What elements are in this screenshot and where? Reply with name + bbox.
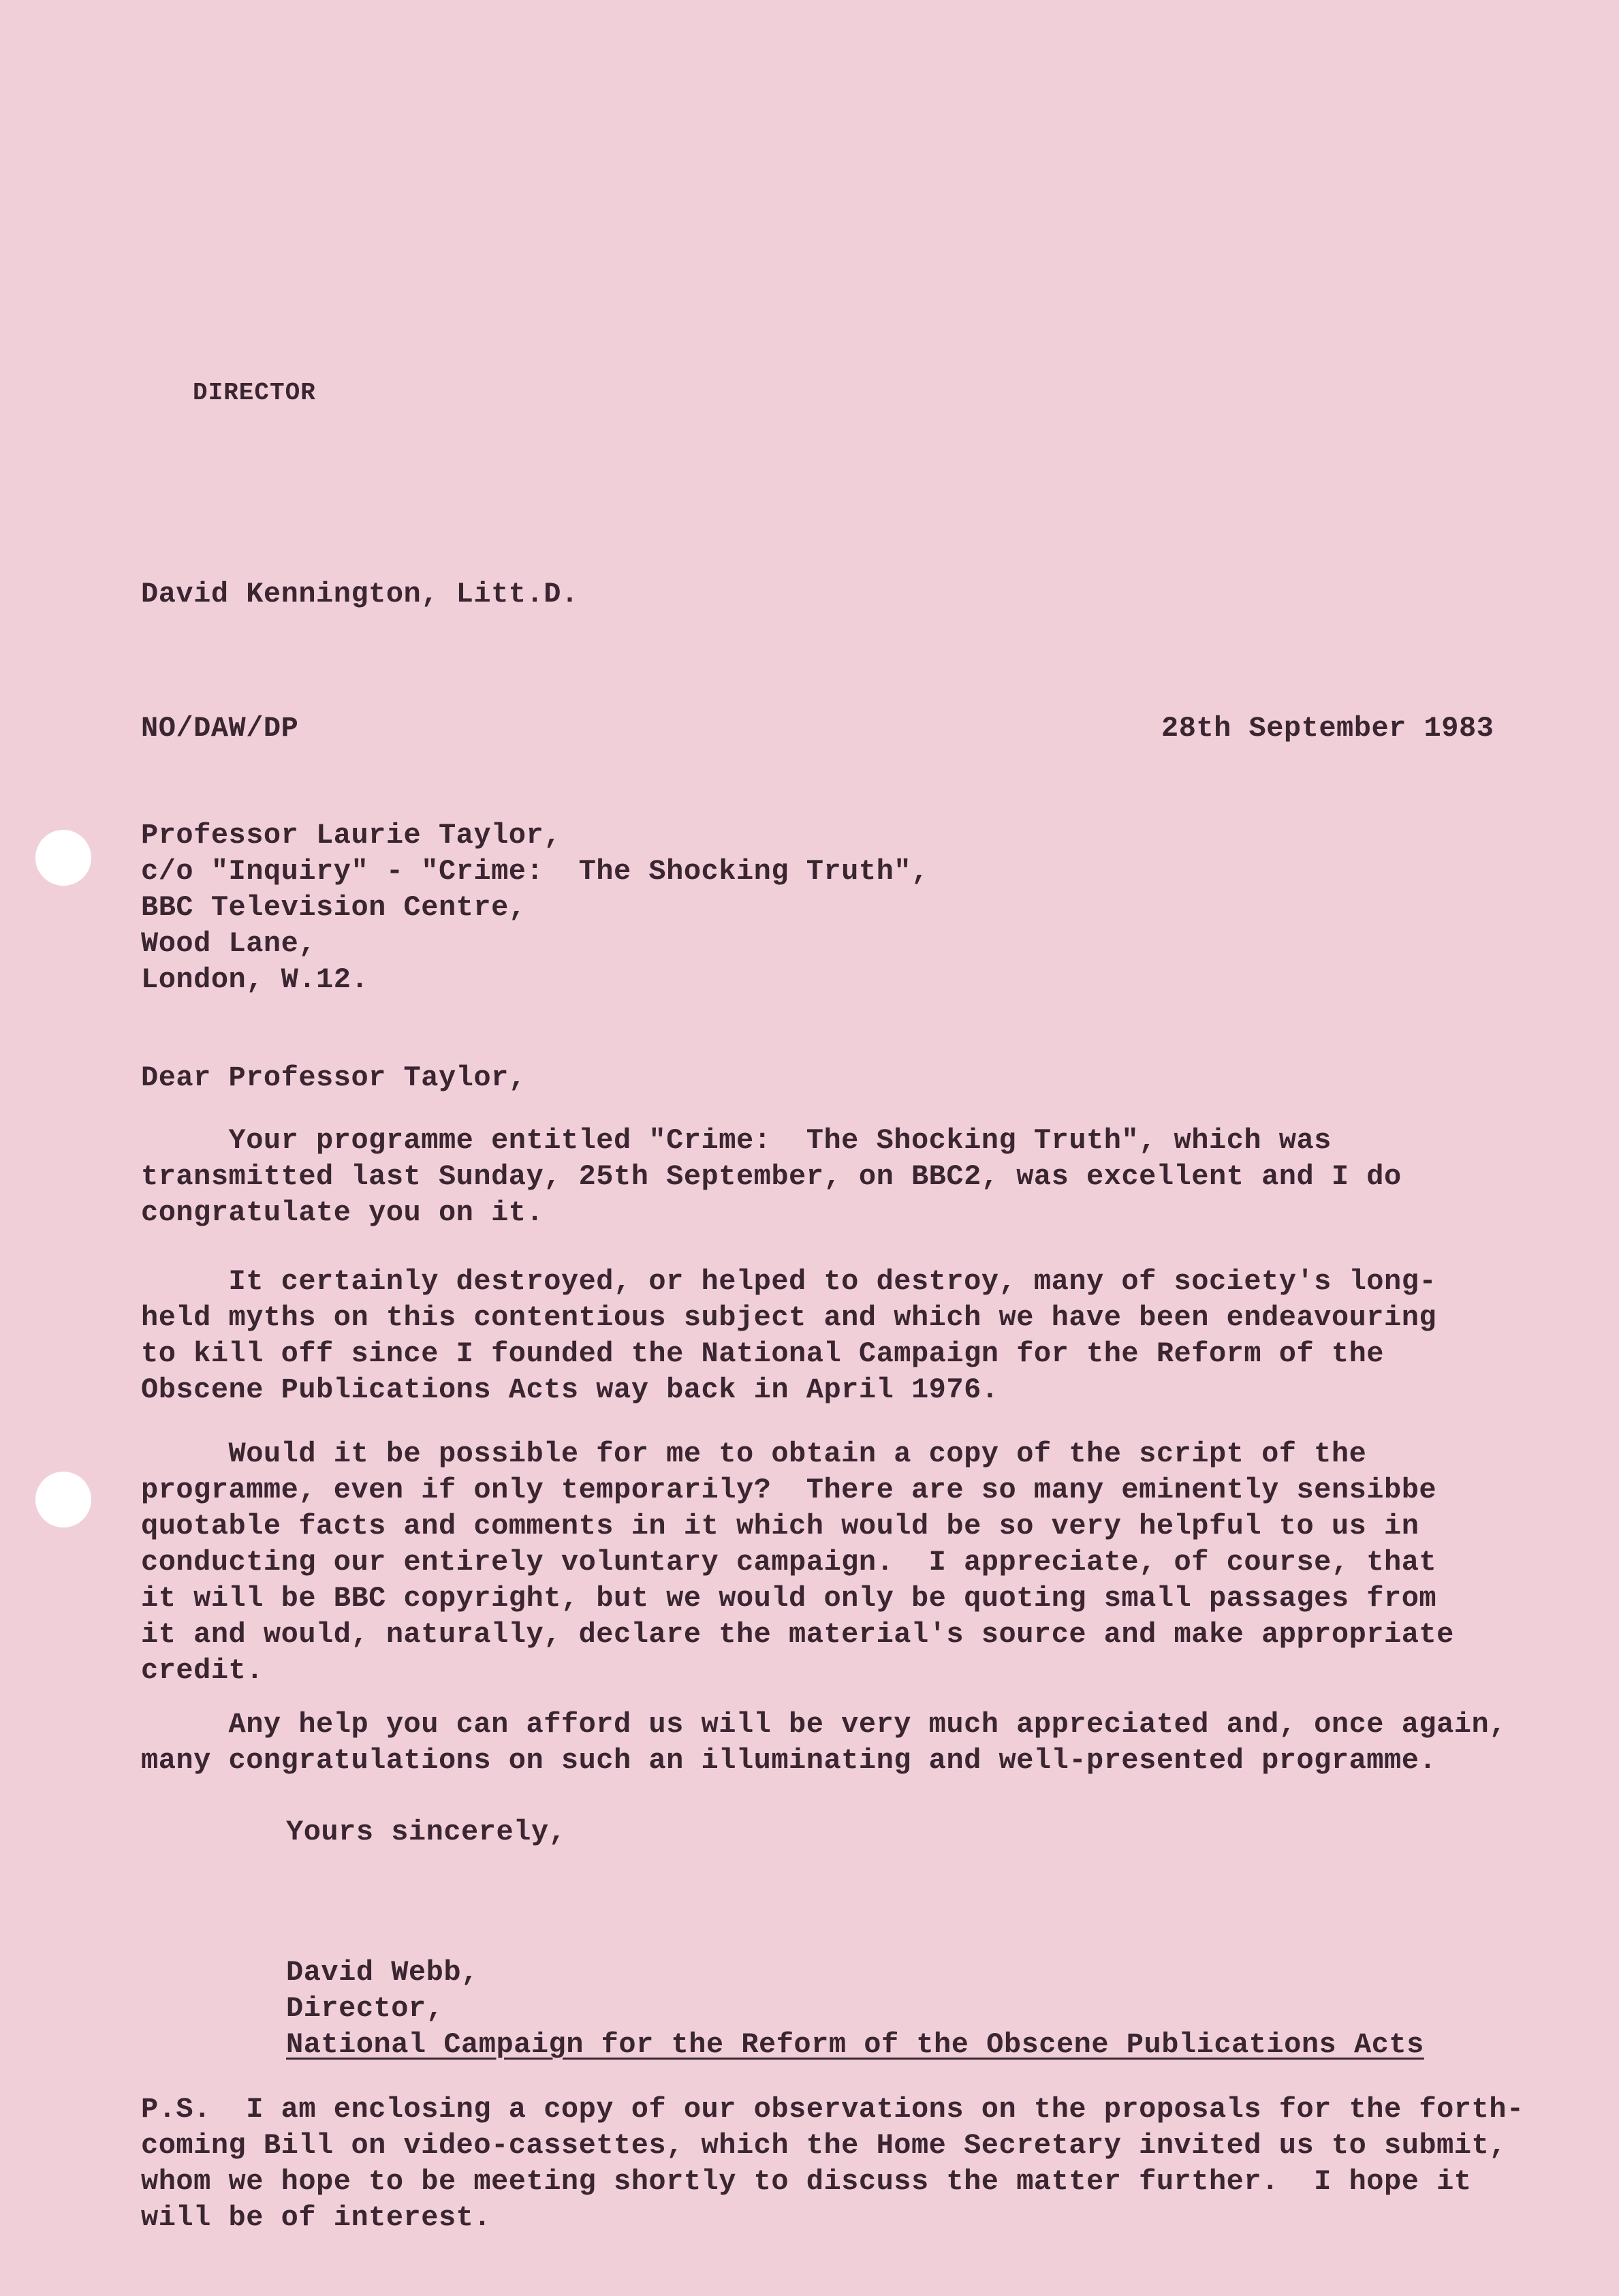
punch-hole-bottom bbox=[35, 1472, 91, 1527]
address-line: Wood Lane, bbox=[141, 927, 317, 960]
director-label: DIRECTOR bbox=[193, 379, 316, 407]
signatory-name: David Webb, bbox=[286, 1956, 479, 1989]
address-line: BBC Television Centre, bbox=[141, 891, 526, 924]
letter-date: 28th September 1983 bbox=[1161, 712, 1494, 745]
sender-name: David Kennington, Litt.D. bbox=[141, 578, 579, 610]
punch-hole-top bbox=[35, 830, 91, 886]
address-line: c/o "Inquiry" - "Crime: The Shocking Truth", bbox=[141, 855, 929, 888]
reference-code: NO/DAW/DP bbox=[141, 712, 299, 745]
closing: Yours sincerely, bbox=[286, 1816, 567, 1848]
address-line: Professor Laurie Taylor, bbox=[141, 819, 561, 852]
body-paragraph-4: Any help you can afford us will be very much appreciated and, once again, many congratulations on such an illuminating and well-presented programme. bbox=[141, 1708, 1507, 1777]
salutation: Dear Professor Taylor, bbox=[141, 1061, 526, 1094]
signature-block bbox=[286, 1955, 1424, 2063]
postscript: P.S. I am enclosing a copy of our observations on the proposals for the forth- coming Bill on video-cassettes, which the Home Secretary invited us to submit, whom we hope to be meeting shortly to discuss the matter further. I hope it will be of interest. bbox=[141, 2093, 1524, 2234]
body-paragraph-2: It certainly destroyed, or helped to destroy, many of society's long- held myths on this contentious subject and which we have been endeavouring to kill off since I founded the National Campaign for the Reform of the Obscene Publications Acts way back in April 1976. bbox=[141, 1265, 1437, 1406]
recipient-address bbox=[141, 818, 929, 998]
body-paragraph-3: Would it be possible for me to obtain a copy of the script of the programme, even if only temporarily? There are so many eminently sensibbe quotable facts and comments in it which would be so very helpful to us in conducting our entirely voluntary campaign. I appreciate, of course, that it will be BBC copyright, but we would only be quoting small passages from it and would, naturally, declare the material's source and make appropriate credit. bbox=[141, 1438, 1454, 1687]
signatory-organisation: National Campaign for the Reform of the Obscene Publications Acts bbox=[286, 2028, 1424, 2061]
signatory-title: Director, bbox=[286, 1992, 444, 2025]
address-line: London, W.12. bbox=[141, 963, 369, 996]
body-paragraph-1: Your programme entitled "Crime: The Shocking Truth", which was transmitted last Sunday, 25th September, on BBC2, was excellent and I do congratulate you on it. bbox=[141, 1124, 1402, 1229]
